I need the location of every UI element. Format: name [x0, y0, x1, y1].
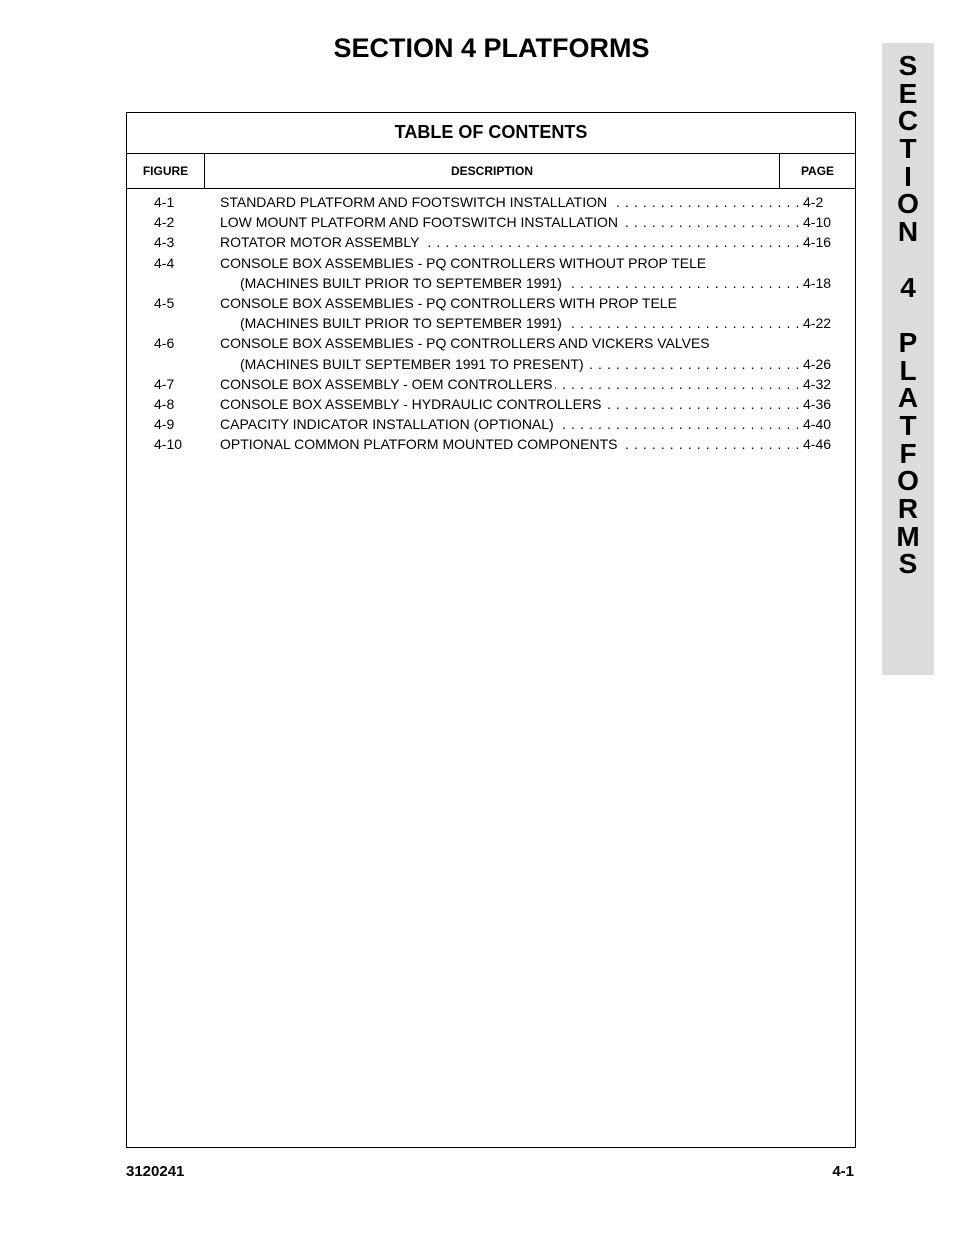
- toc-description-text: OPTIONAL COMMON PLATFORM MOUNTED COMPONENTS: [220, 436, 620, 452]
- toc-description-text: (MACHINES BUILT SEPTEMBER 1991 TO PRESENT): [240, 356, 587, 372]
- side-tab-letter: L: [899, 354, 917, 386]
- toc-description: [220, 333, 800, 353]
- toc-description: [240, 354, 800, 374]
- toc-description: [220, 232, 800, 252]
- toc-description: [240, 313, 800, 333]
- toc-page-number: 4-10: [803, 214, 832, 231]
- side-tab-letter: A: [897, 382, 919, 414]
- column-header-figure: FIGURE: [127, 154, 205, 188]
- side-tab-letter: C: [897, 105, 919, 137]
- column-header-page: PAGE: [800, 164, 835, 178]
- toc-description-text: ROTATOR MOTOR ASSEMBLY: [220, 234, 422, 250]
- side-tab-letter: T: [899, 133, 917, 165]
- toc-description-text: CONSOLE BOX ASSEMBLIES - PQ CONTROLLERS AND VICKERS VALVES: [220, 335, 713, 351]
- toc-description: [220, 293, 800, 313]
- toc-entry-row: [127, 374, 855, 394]
- toc-description: [220, 394, 800, 414]
- toc-page-number: 4-2: [803, 194, 824, 210]
- toc-page-number: 4-40: [803, 416, 832, 433]
- toc-description-text: CONSOLE BOX ASSEMBLIES - PQ CONTROLLERS WITHOUT PROP TELE: [220, 255, 709, 271]
- side-tab-letter: S: [898, 50, 918, 81]
- toc-entry-row: [127, 192, 855, 212]
- toc-entry-row: [127, 232, 855, 252]
- toc-figure-number: 4-1: [154, 194, 175, 210]
- toc-page-number: 4-32: [803, 375, 832, 392]
- toc-description-text: CONSOLE BOX ASSEMBLY - HYDRAULIC CONTROLLERS: [220, 396, 604, 412]
- side-tab-letter: O: [897, 465, 919, 497]
- toc-description: [220, 192, 800, 212]
- toc-entry-row: [127, 273, 855, 293]
- toc-page-number: 4-22: [803, 315, 832, 332]
- toc-description-text: CONSOLE BOX ASSEMBLY - OEM CONTROLLERS: [220, 376, 555, 392]
- toc-entry-row: [127, 414, 855, 434]
- toc-description-text: LOW MOUNT PLATFORM AND FOOTSWITCH INSTALLATION: [220, 214, 621, 230]
- side-tab-letter: I: [904, 160, 912, 192]
- toc-entry-row: [127, 212, 855, 232]
- toc-page-number: 4-26: [803, 355, 832, 372]
- footer-page-number: 4-1: [832, 1163, 854, 1180]
- toc-figure-number: 4-4: [154, 254, 175, 271]
- footer-doc-number: 3120241: [126, 1163, 185, 1180]
- page-title: SECTION 4 PLATFORMS: [333, 33, 650, 63]
- toc-figure-number: 4-7: [154, 375, 175, 392]
- toc-entry-row: [127, 293, 855, 313]
- toc-description-text: (MACHINES BUILT PRIOR TO SEPTEMBER 1991): [240, 275, 565, 291]
- side-tab-letter: N: [897, 216, 919, 248]
- side-tab-letter: 4: [900, 271, 916, 303]
- toc-entry-row: [127, 434, 855, 454]
- toc-description: [220, 414, 800, 434]
- toc-description-text: CAPACITY INDICATOR INSTALLATION (OPTIONAL): [220, 416, 557, 432]
- toc-description: [220, 374, 800, 394]
- toc-description-text: STANDARD PLATFORM AND FOOTSWITCH INSTALLATION: [220, 194, 610, 210]
- toc-entries: [127, 189, 855, 454]
- toc-description: [220, 212, 800, 232]
- toc-entry-row: [127, 313, 855, 333]
- table-of-contents: [126, 112, 856, 1148]
- toc-description-text: CONSOLE BOX ASSEMBLIES - PQ CONTROLLERS WITH PROP TELE: [220, 295, 680, 311]
- side-tab-letter: E: [898, 77, 918, 109]
- side-tab-letter: O: [897, 188, 919, 220]
- column-header-description: DESCRIPTION: [205, 154, 780, 188]
- toc-figure-number: 4-2: [154, 214, 175, 231]
- side-tab-letters: [882, 52, 934, 578]
- toc-page-number: 4-46: [803, 436, 832, 453]
- toc-figure-number: 4-9: [154, 416, 175, 433]
- toc-description-text: (MACHINES BUILT PRIOR TO SEPTEMBER 1991): [240, 315, 565, 331]
- toc-page-number: 4-18: [803, 274, 832, 291]
- toc-column-headers: [127, 154, 855, 189]
- section-side-tab: [882, 43, 934, 675]
- toc-page-number: 4-16: [803, 234, 832, 251]
- toc-figure-number: 4-6: [154, 335, 175, 352]
- toc-entry-row: [127, 394, 855, 414]
- toc-figure-number: 4-5: [154, 294, 175, 311]
- toc-entry-row: [127, 354, 855, 374]
- side-tab-letter: P: [898, 326, 918, 358]
- side-tab-letter: T: [899, 409, 917, 441]
- toc-page-number: 4-36: [803, 395, 832, 412]
- side-tab-letter: R: [897, 493, 919, 524]
- toc-entry-row: [127, 253, 855, 273]
- toc-heading: TABLE OF CONTENTS: [127, 113, 855, 154]
- toc-figure-number: 4-8: [154, 395, 175, 412]
- toc-figure-number: 4-10: [154, 436, 183, 453]
- side-tab-letter: M: [896, 520, 920, 552]
- side-tab-letter: S: [898, 548, 918, 580]
- toc-description: [240, 273, 800, 293]
- toc-description: [220, 253, 800, 273]
- toc-description: [220, 434, 800, 454]
- toc-figure-number: 4-3: [154, 234, 175, 251]
- toc-entry-row: [127, 333, 855, 353]
- side-tab-letter: F: [899, 437, 917, 469]
